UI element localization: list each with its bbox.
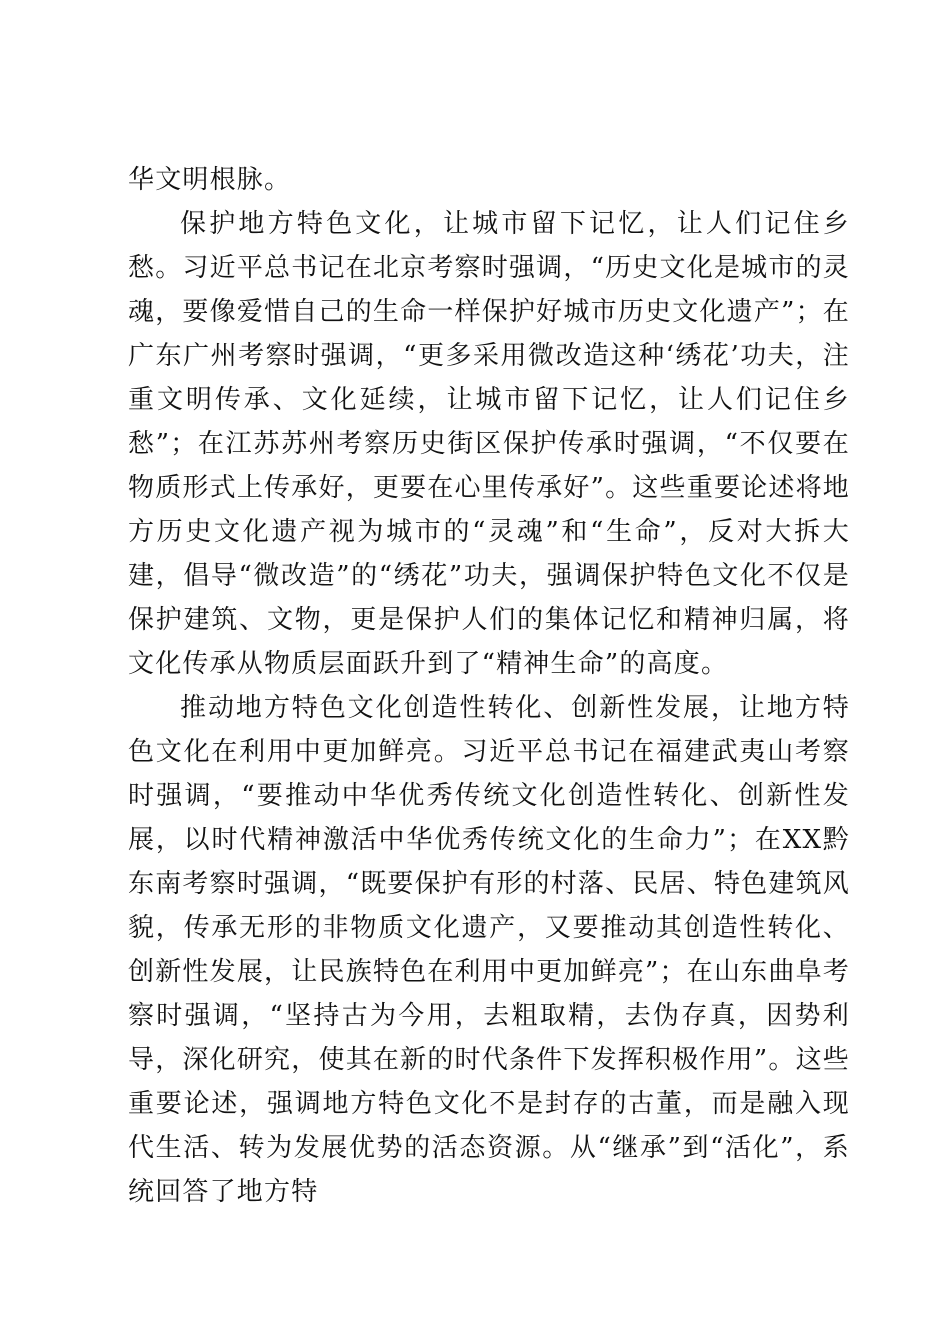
document-body	[128, 158, 850, 1214]
paragraph-protect-culture: 保护地方特色文化，让城市留下记忆，让人们记住乡愁。习近平总书记在北京考察时强调，“历史文化是城市的灵魂，要像爱惜自己的生命一样保护好城市历史文化遗产”；在广东广州考察时强调，“更多采用微改造这种‘绣花’功夫，注重文明传承、文化延续，让城市留下记忆，让人们记住乡愁”；在江苏苏州考察历史街区保护传承时强调，“不仅要在物质形式上传承好，更要在心里传承好”。这些重要论述将地方历史文化遗产视为城市的“灵魂”和“生命”，反对大拆大建，倡导“微改造”的“绣花”功夫，强调保护特色文化不仅是保护建筑、文物，更是保护人们的集体记忆和精神归属，将文化传承从物质层面跃升到了“精神生命”的高度。	[128, 209, 850, 679]
paragraph-continuation: 华文明根脉。	[128, 165, 292, 195]
paragraph-transform-culture: 推动地方特色文化创造性转化、创新性发展，让地方特色文化在利用中更加鲜亮。习近平总书记在福建武夷山考察时强调，“要推动中华优秀传统文化创造性转化、创新性发展，以时代精神激活中华优秀传统文化的生命力”；在XX黔东南考察时强调，“既要保护有形的村落、民居、特色建筑风貌，传承无形的非物质文化遗产，又要推动其创造性转化、创新性发展，让民族特色在利用中更加鲜亮”；在山东曲阜考察时强调，“坚持古为今用，去粗取精，去伪存真，因势利导，深化研究，使其在新的时代条件下发挥积极作用”。这些重要论述，强调地方特色文化不是封存的古董，而是融入现代生活、转为发展优势的活态资源。从“继承”到“活化”，系统回答了地方特	[128, 693, 850, 1207]
